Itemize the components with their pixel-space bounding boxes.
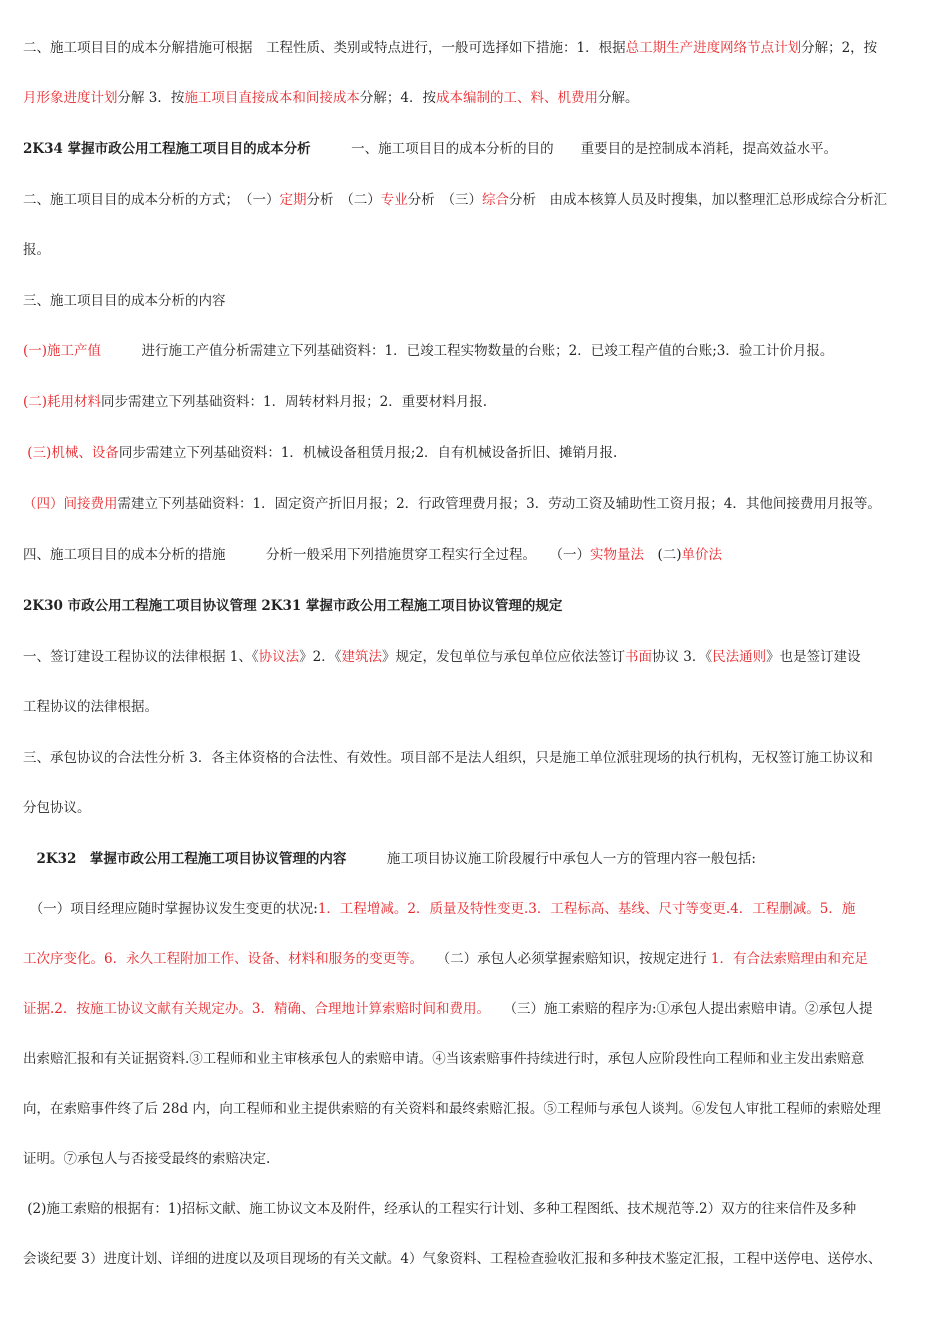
- highlighted-text: 书面: [624, 649, 652, 665]
- text-line: [23, 697, 938, 717]
- text-line: [23, 1049, 938, 1069]
- body-text: 证明。⑦承包人与否接受最终的索赔决定.: [23, 1151, 271, 1167]
- body-text: 二、施工项目目的成本分析的方式； （一）: [23, 192, 280, 208]
- body-text: 四、施工项目目的成本分析的措施 分析一般采用下列措施贯穿工程实行全过程。 （一）: [23, 547, 590, 563]
- body-text: 三、施工项目目的成本分析的内容: [23, 293, 226, 309]
- highlighted-text: 协议法: [258, 649, 300, 665]
- text-line: [23, 443, 938, 463]
- highlighted-text: (二)耗用材料: [23, 394, 102, 410]
- text-line: [23, 596, 938, 616]
- highlighted-text: 总工期生产进度网络节点计划: [625, 40, 802, 56]
- highlighted-text: 施工项目直接成本和间接成本: [184, 90, 360, 106]
- text-line: [23, 38, 938, 58]
- highlighted-text: 证据.2．按施工协议文献有关规定办。3．精确、合理地计算索赔时间和费用。: [23, 1001, 484, 1017]
- body-text: (2)施工索赔的根据有：1)招标文献、施工协议文本及附件，经承认的工程实行计划、多种工程图纸、技术规范等.2）双方的往来信件及多种: [23, 1201, 857, 1217]
- body-text: （一）项目经理应随时掌握协议发生变更的状况:: [23, 901, 318, 917]
- text-line: [23, 1149, 938, 1169]
- highlighted-text: (一)施工产值: [23, 343, 102, 359]
- body-text: （二）承包人必须掌握索赔知识，按规定进行: [416, 951, 711, 967]
- body-text: 》也是签订建设: [766, 649, 861, 665]
- body-text: 三、承包协议的合法性分析 3．各主体资格的合法性、有效性。项目部不是法人组织，只是施工单位派驻现场的执行机构，无权签订施工协议和: [23, 750, 873, 766]
- body-text: 出索赔汇报和有关证据资料.③工程师和业主审核承包人的索赔申请。④当该索赔事件持续进行时，承包人应阶段性向工程师和业主发出索赔意: [23, 1051, 865, 1067]
- section-heading: 2K32 掌握市政公用工程施工项目协议管理的内容: [23, 851, 347, 867]
- body-text: 分析 （二）: [306, 192, 381, 208]
- text-line: [23, 494, 938, 514]
- body-text: 进行施工产值分析需建立下列基础资料：1．已竣工程实物数量的台账；2．已竣工程产值的台账;3．验工计价月报。: [101, 343, 834, 359]
- body-text: 分析 （三）: [407, 192, 482, 208]
- body-text: 分解；2，按: [801, 40, 878, 56]
- text-line: [23, 291, 938, 311]
- body-text: 分解 3．按: [117, 90, 185, 106]
- text-line: [23, 1199, 938, 1219]
- text-line: [23, 1249, 938, 1269]
- body-text: 报。: [23, 242, 50, 258]
- text-line: [23, 1099, 938, 1119]
- text-line: [23, 190, 938, 210]
- highlighted-text: 专业: [380, 192, 408, 208]
- text-line: [23, 240, 938, 260]
- highlighted-text: (三)机械、设备: [23, 445, 119, 461]
- highlighted-text: 综合: [482, 192, 509, 208]
- body-text: 分析 由成本核算人员及时搜集，加以整理汇总形成综合分析汇: [509, 192, 887, 208]
- highlighted-text: 1．有合法索赔理由和充足: [710, 951, 868, 967]
- text-line: [23, 139, 938, 159]
- body-text: （三）施工索赔的程序为:①承包人提出索赔申请。②承包人提: [483, 1001, 873, 1017]
- highlighted-text: 实物量法: [590, 547, 644, 563]
- text-line: [23, 392, 938, 412]
- text-line: [23, 949, 938, 969]
- text-line: [23, 88, 938, 108]
- body-text: 一、签订建设工程协议的法律根据 1、《: [23, 649, 259, 665]
- text-line: [23, 899, 938, 919]
- body-text: 工程协议的法律根据。: [23, 699, 158, 715]
- body-text: 施工项目协议施工阶段履行中承包人一方的管理内容一般包括:: [346, 851, 756, 867]
- highlighted-text: 民法通则: [712, 649, 767, 665]
- highlighted-text: 定期: [279, 192, 307, 208]
- highlighted-text: 单价法: [681, 547, 723, 563]
- text-line: [23, 545, 938, 565]
- body-text: 协议 3．《: [651, 649, 713, 665]
- body-text: 同步需建立下列基础资料：1．机械设备租赁月报;2．自有机械设备折旧、摊销月报.: [118, 445, 618, 461]
- body-text: 二、施工项目目的成本分解措施可根据 工程性质、类别或特点进行，一般可选择如下措施：1．根据: [23, 40, 626, 56]
- text-line: [23, 341, 938, 361]
- highlighted-text: 工次序变化。6．永久工程附加工作、设备、材料和服务的变更等。: [23, 951, 417, 967]
- text-line: [23, 999, 938, 1019]
- section-heading: 2K30 市政公用工程施工项目协议管理 2K31 掌握市政公用工程施工项目协议管理的规定: [23, 598, 563, 614]
- body-text: 向，在索赔事件终了后 28d 内，向工程师和业主提供索赔的有关资料和最终索赔汇报。⑤工程师与承包人谈判。⑥发包人审批工程师的索赔处理: [23, 1101, 881, 1117]
- highlighted-text: 建筑法: [341, 649, 382, 665]
- text-line: [23, 647, 938, 667]
- highlighted-text: 成本编制的工、料、机费用: [435, 90, 598, 106]
- body-text: 会谈纪要 3）进度计划、详细的进度以及项目现场的有关文献。4）气象资料、工程检查验收汇报和多种技术鉴定汇报，工程中送停电、送停水、: [23, 1251, 882, 1267]
- body-text: 同步需建立下列基础资料：1．周转材料月报；2．重要材料月报.: [101, 394, 488, 410]
- body-text: 分包协议。: [23, 800, 91, 816]
- text-line: [23, 748, 938, 768]
- section-heading: 2K34 掌握市政公用工程施工项目目的成本分析: [23, 141, 311, 157]
- text-line: [23, 849, 938, 869]
- body-text: (二): [644, 547, 682, 563]
- body-text: 》规定，发包单位与承包单位应依法签订: [381, 649, 625, 665]
- body-text: 分解。: [597, 90, 639, 106]
- body-text: 》2．《: [299, 649, 342, 665]
- highlighted-text: 月形象进度计划: [23, 90, 118, 106]
- body-text: 一、施工项目目的成本分析的目的 重要目的是控制成本消耗，提高效益水平。: [310, 141, 838, 157]
- body-text: 分解；4．按: [359, 90, 436, 106]
- highlighted-text: （四）间接费用: [23, 496, 118, 512]
- text-line: [23, 798, 938, 818]
- body-text: 需建立下列基础资料：1．固定资产折旧月报；2．行政管理费月报；3．劳动工资及辅助性工资月报；4．其他间接费用月报等。: [117, 496, 881, 512]
- highlighted-text: 1．工程增减。2．质量及特性变更.3．工程标高、基线、尺寸等变更.4．工程删减。5．施: [317, 901, 856, 917]
